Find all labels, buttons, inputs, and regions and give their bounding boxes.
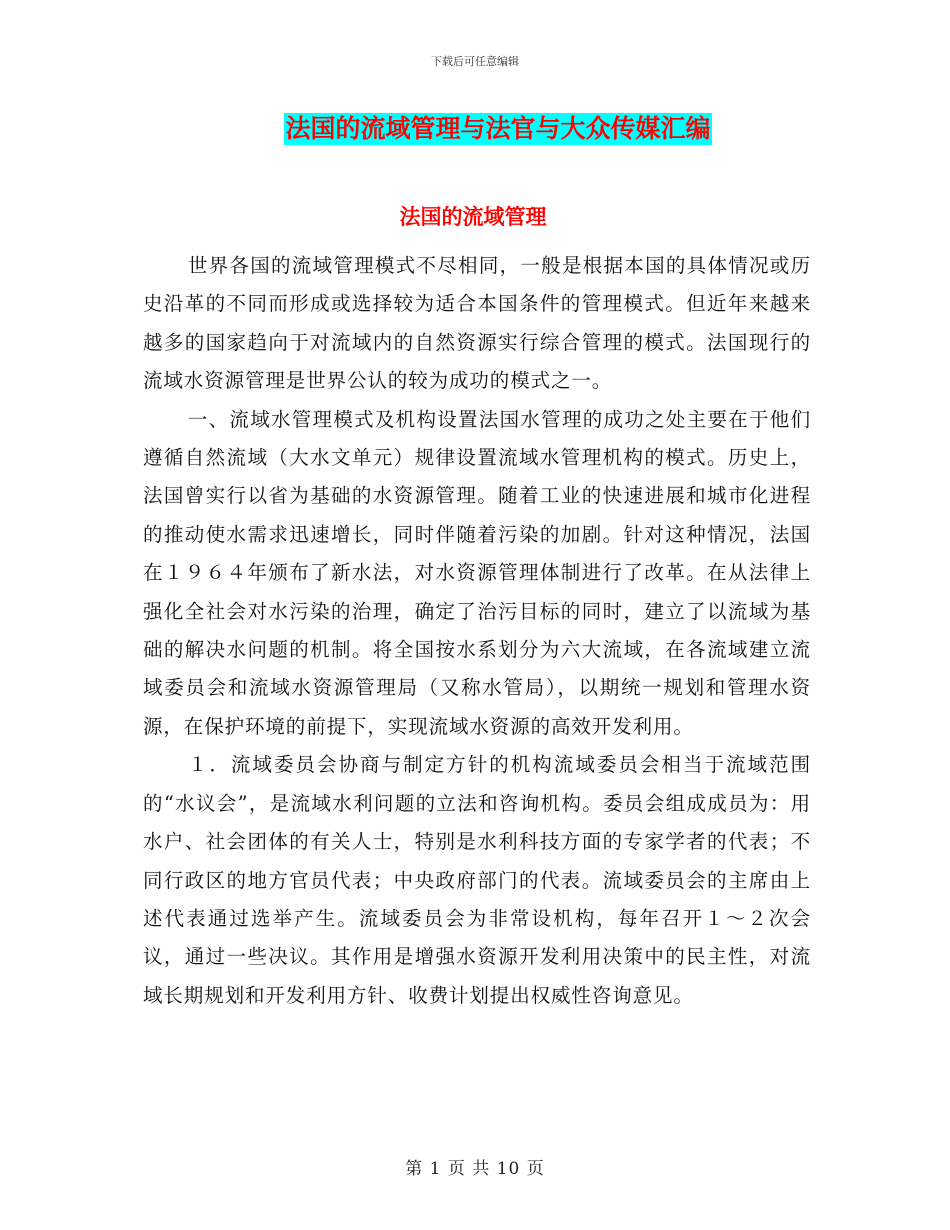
header-note: 下载后可任意编辑 — [431, 55, 519, 68]
page-footer: 第 1 页 共 10 页 — [405, 1159, 545, 1179]
paragraph: １．流域委员会协商与制定方针的机构流域委员会相当于流域范围的“水议会”，是流域水利问题的立法和咨询机构。委员会组成成员为：用水户、社会团体的有关人士，特别是水利科技方面的专家学者的代表；不同行政区的地方官员代表；中央政府部门的代表。流域委员会的主席由上述代表通过选举产生。流域委员会为非常设机构，每年召开１～２次会议，通过一些决议。其作用是增强水资源开发利用决策中的民主性，对流域长期规划和开发利用方针、收费计划提出权威性咨询意见。 — [143, 753, 811, 1007]
document-title-container — [0, 113, 950, 145]
document-body — [143, 247, 811, 1015]
paragraph: 一、流域水管理模式及机构设置法国水管理的成功之处主要在于他们遵循自然流域（大水文单元）规律设置流域水管理机构的模式。历史上，法国曾实行以省为基础的水资源管理。随着工业的快速进展和城市化进程的推动使水需求迅速增长，同时伴随着污染的加剧。针对这种情况，法国在１９６４年颁布了新水法，对水资源管理体制进行了改革。在从法律上强化全社会对水污染的治理，确定了治污目标的同时，建立了以流域为基础的解决水问题的机制。将全国按水系划分为六大流域，在各流域建立流域委员会和流域水资源管理局（又称水管局），以期统一规划和管理水资源，在保护环境的前提下，实现流域水资源的高效开发利用。 — [143, 407, 811, 738]
section-title: 法国的流域管理 — [399, 204, 547, 229]
document-title: 法国的流域管理与法官与大众传媒汇编 — [285, 114, 711, 143]
paragraph: 世界各国的流域管理模式不尽相同，一般是根据本国的具体情况或历史沿革的不同而形成或选择较为适合本国条件的管理模式。但近年来越来越多的国家趋向于对流域内的自然资源实行综合管理的模式。法国现行的流域水资源管理是世界公认的较为成功的模式之一。 — [143, 254, 811, 393]
